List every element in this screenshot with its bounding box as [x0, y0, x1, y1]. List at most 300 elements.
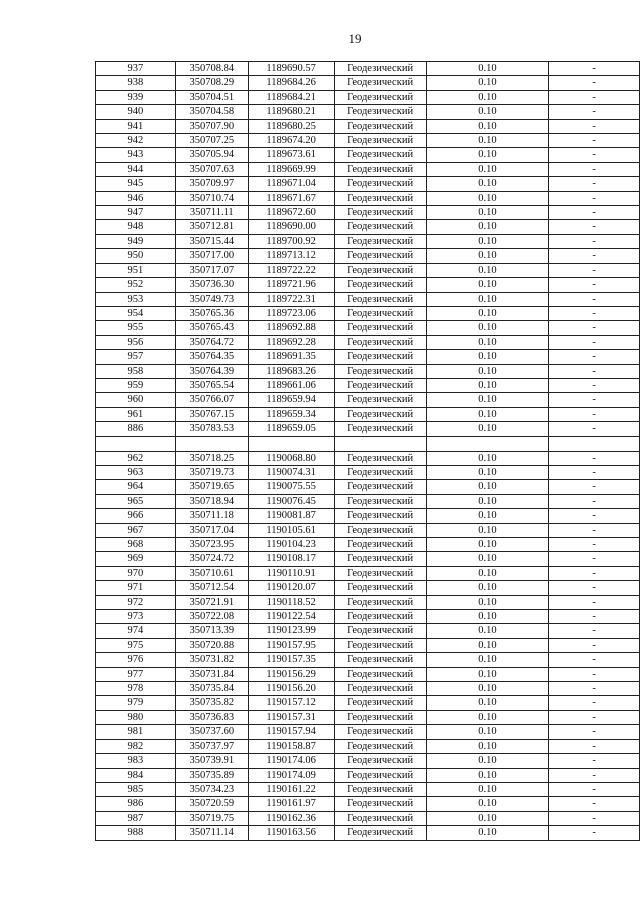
description-cell: - — [549, 826, 640, 840]
method-cell: Геодезический — [334, 581, 426, 595]
y-coordinate-cell: 1190110.91 — [248, 566, 334, 580]
table-row — [96, 422, 640, 436]
table-row — [96, 90, 640, 104]
table-row — [96, 768, 640, 782]
method-cell: Геодезический — [334, 754, 426, 768]
y-coordinate-cell: 1190118.52 — [248, 595, 334, 609]
y-coordinate-cell: 1190161.22 — [248, 782, 334, 796]
method-cell: Геодезический — [334, 638, 426, 652]
method-cell: Геодезический — [334, 566, 426, 580]
x-coordinate-cell: 350719.65 — [175, 480, 248, 494]
precision-cell: 0.10 — [426, 739, 549, 753]
table-row — [96, 350, 640, 364]
table-row — [96, 566, 640, 580]
description-cell: - — [549, 552, 640, 566]
table-row — [96, 134, 640, 148]
y-coordinate-cell: 1190157.31 — [248, 710, 334, 724]
x-coordinate-cell: 350712.54 — [175, 581, 248, 595]
table-row — [96, 480, 640, 494]
method-cell: Геодезический — [334, 782, 426, 796]
precision-cell: 0.10 — [426, 725, 549, 739]
precision-cell: 0.10 — [426, 494, 549, 508]
description-cell: - — [549, 667, 640, 681]
y-coordinate-cell: 1189659.94 — [248, 393, 334, 407]
description-cell: - — [549, 234, 640, 248]
y-coordinate-cell: 1189690.57 — [248, 62, 334, 76]
x-coordinate-cell: 350709.97 — [175, 177, 248, 191]
point-number-cell: 955 — [96, 321, 176, 335]
method-cell: Геодезический — [334, 595, 426, 609]
description-cell: - — [549, 119, 640, 133]
point-number-cell: 965 — [96, 494, 176, 508]
y-coordinate-cell: 1190104.23 — [248, 538, 334, 552]
table-row — [96, 638, 640, 652]
y-coordinate-cell: 1189680.25 — [248, 119, 334, 133]
table-row — [96, 191, 640, 205]
precision-cell: 0.10 — [426, 263, 549, 277]
table-row — [96, 797, 640, 811]
table-row — [96, 393, 640, 407]
table-row — [96, 105, 640, 119]
method-cell: Геодезический — [334, 378, 426, 392]
point-number-cell: 964 — [96, 480, 176, 494]
point-number-cell: 975 — [96, 638, 176, 652]
method-cell: Геодезический — [334, 278, 426, 292]
point-number-cell: 984 — [96, 768, 176, 782]
description-cell: - — [549, 407, 640, 421]
description-cell: - — [549, 523, 640, 537]
empty-cell — [96, 436, 176, 451]
table-row — [96, 177, 640, 191]
description-cell: - — [549, 62, 640, 76]
y-coordinate-cell: 1189683.26 — [248, 364, 334, 378]
description-cell: - — [549, 739, 640, 753]
y-coordinate-cell: 1189722.22 — [248, 263, 334, 277]
method-cell: Геодезический — [334, 90, 426, 104]
x-coordinate-cell: 350719.73 — [175, 465, 248, 479]
description-cell: - — [549, 350, 640, 364]
method-cell: Геодезический — [334, 191, 426, 205]
precision-cell: 0.10 — [426, 220, 549, 234]
x-coordinate-cell: 350704.51 — [175, 90, 248, 104]
x-coordinate-cell: 350736.30 — [175, 278, 248, 292]
method-cell: Геодезический — [334, 306, 426, 320]
description-cell: - — [549, 191, 640, 205]
description-cell: - — [549, 451, 640, 465]
precision-cell: 0.10 — [426, 306, 549, 320]
precision-cell: 0.10 — [426, 480, 549, 494]
description-cell: - — [549, 653, 640, 667]
x-coordinate-cell: 350749.73 — [175, 292, 248, 306]
y-coordinate-cell: 1189674.20 — [248, 134, 334, 148]
x-coordinate-cell: 350764.35 — [175, 350, 248, 364]
x-coordinate-cell: 350712.81 — [175, 220, 248, 234]
x-coordinate-cell: 350721.91 — [175, 595, 248, 609]
table-row — [96, 782, 640, 796]
point-number-cell: 957 — [96, 350, 176, 364]
y-coordinate-cell: 1189659.05 — [248, 422, 334, 436]
x-coordinate-cell: 350720.59 — [175, 797, 248, 811]
table-row — [96, 292, 640, 306]
description-cell: - — [549, 249, 640, 263]
precision-cell: 0.10 — [426, 465, 549, 479]
table-row — [96, 826, 640, 840]
precision-cell: 0.10 — [426, 62, 549, 76]
y-coordinate-cell: 1189669.99 — [248, 162, 334, 176]
description-cell: - — [549, 696, 640, 710]
description-cell: - — [549, 638, 640, 652]
point-number-cell: 978 — [96, 682, 176, 696]
precision-cell: 0.10 — [426, 523, 549, 537]
point-number-cell: 953 — [96, 292, 176, 306]
precision-cell: 0.10 — [426, 538, 549, 552]
y-coordinate-cell: 1190068.80 — [248, 451, 334, 465]
table-row — [96, 378, 640, 392]
description-cell: - — [549, 335, 640, 349]
description-cell: - — [549, 220, 640, 234]
x-coordinate-cell: 350736.83 — [175, 710, 248, 724]
y-coordinate-cell: 1190163.56 — [248, 826, 334, 840]
point-number-cell: 983 — [96, 754, 176, 768]
description-cell: - — [549, 480, 640, 494]
table-row — [96, 509, 640, 523]
precision-cell: 0.10 — [426, 826, 549, 840]
method-cell: Геодезический — [334, 350, 426, 364]
point-number-cell: 950 — [96, 249, 176, 263]
x-coordinate-cell: 350737.97 — [175, 739, 248, 753]
method-cell: Геодезический — [334, 335, 426, 349]
point-number-cell: 886 — [96, 422, 176, 436]
table-row — [96, 682, 640, 696]
precision-cell: 0.10 — [426, 797, 549, 811]
x-coordinate-cell: 350734.23 — [175, 782, 248, 796]
y-coordinate-cell: 1190105.61 — [248, 523, 334, 537]
precision-cell: 0.10 — [426, 451, 549, 465]
method-cell: Геодезический — [334, 725, 426, 739]
point-number-cell: 943 — [96, 148, 176, 162]
precision-cell: 0.10 — [426, 76, 549, 90]
point-number-cell: 949 — [96, 234, 176, 248]
x-coordinate-cell: 350704.58 — [175, 105, 248, 119]
x-coordinate-cell: 350717.04 — [175, 523, 248, 537]
precision-cell: 0.10 — [426, 710, 549, 724]
page-number: 19 — [348, 31, 362, 46]
description-cell: - — [549, 364, 640, 378]
y-coordinate-cell: 1189659.34 — [248, 407, 334, 421]
description-cell: - — [549, 494, 640, 508]
x-coordinate-cell: 350718.94 — [175, 494, 248, 508]
x-coordinate-cell: 350708.29 — [175, 76, 248, 90]
point-number-cell: 977 — [96, 667, 176, 681]
description-cell: - — [549, 566, 640, 580]
x-coordinate-cell: 350708.84 — [175, 62, 248, 76]
table-row — [96, 465, 640, 479]
table-row — [96, 263, 640, 277]
method-cell: Геодезический — [334, 610, 426, 624]
x-coordinate-cell: 350766.07 — [175, 393, 248, 407]
point-number-cell: 968 — [96, 538, 176, 552]
precision-cell: 0.10 — [426, 422, 549, 436]
coordinates-table — [95, 61, 640, 841]
x-coordinate-cell: 350722.08 — [175, 610, 248, 624]
point-number-cell: 980 — [96, 710, 176, 724]
table-row — [96, 206, 640, 220]
table-row — [96, 624, 640, 638]
x-coordinate-cell: 350723.95 — [175, 538, 248, 552]
description-cell: - — [549, 610, 640, 624]
method-cell: Геодезический — [334, 177, 426, 191]
point-number-cell: 942 — [96, 134, 176, 148]
precision-cell: 0.10 — [426, 581, 549, 595]
x-coordinate-cell: 350711.14 — [175, 826, 248, 840]
description-cell: - — [549, 782, 640, 796]
x-coordinate-cell: 350710.74 — [175, 191, 248, 205]
description-cell: - — [549, 278, 640, 292]
x-coordinate-cell: 350765.43 — [175, 321, 248, 335]
point-number-cell: 986 — [96, 797, 176, 811]
y-coordinate-cell: 1189672.60 — [248, 206, 334, 220]
method-cell: Геодезический — [334, 134, 426, 148]
precision-cell: 0.10 — [426, 162, 549, 176]
precision-cell: 0.10 — [426, 378, 549, 392]
y-coordinate-cell: 1190076.45 — [248, 494, 334, 508]
method-cell: Геодезический — [334, 119, 426, 133]
precision-cell: 0.10 — [426, 595, 549, 609]
y-coordinate-cell: 1190156.29 — [248, 667, 334, 681]
method-cell: Геодезический — [334, 465, 426, 479]
table-row — [96, 364, 640, 378]
table-row — [96, 581, 640, 595]
y-coordinate-cell: 1190162.36 — [248, 811, 334, 825]
method-cell: Геодезический — [334, 538, 426, 552]
point-number-cell: 972 — [96, 595, 176, 609]
point-number-cell: 969 — [96, 552, 176, 566]
precision-cell: 0.10 — [426, 90, 549, 104]
y-coordinate-cell: 1190074.31 — [248, 465, 334, 479]
method-cell: Геодезический — [334, 667, 426, 681]
x-coordinate-cell: 350731.84 — [175, 667, 248, 681]
y-coordinate-cell: 1189671.04 — [248, 177, 334, 191]
table-row — [96, 710, 640, 724]
point-number-cell: 947 — [96, 206, 176, 220]
y-coordinate-cell: 1190122.54 — [248, 610, 334, 624]
y-coordinate-cell: 1189680.21 — [248, 105, 334, 119]
x-coordinate-cell: 350764.39 — [175, 364, 248, 378]
method-cell: Геодезический — [334, 62, 426, 76]
description-cell: - — [549, 509, 640, 523]
y-coordinate-cell: 1189691.35 — [248, 350, 334, 364]
precision-cell: 0.10 — [426, 350, 549, 364]
empty-cell — [549, 436, 640, 451]
table-row — [96, 234, 640, 248]
y-coordinate-cell: 1190157.94 — [248, 725, 334, 739]
method-cell: Геодезический — [334, 263, 426, 277]
y-coordinate-cell: 1189673.61 — [248, 148, 334, 162]
method-cell: Геодезический — [334, 422, 426, 436]
method-cell: Геодезический — [334, 710, 426, 724]
method-cell: Геодезический — [334, 768, 426, 782]
table-row — [96, 335, 640, 349]
y-coordinate-cell: 1190157.95 — [248, 638, 334, 652]
table-row — [96, 451, 640, 465]
point-number-cell: 988 — [96, 826, 176, 840]
method-cell: Геодезический — [334, 480, 426, 494]
precision-cell: 0.10 — [426, 682, 549, 696]
method-cell: Геодезический — [334, 811, 426, 825]
table-row — [96, 62, 640, 76]
precision-cell: 0.10 — [426, 653, 549, 667]
precision-cell: 0.10 — [426, 206, 549, 220]
method-cell: Геодезический — [334, 105, 426, 119]
method-cell: Геодезический — [334, 494, 426, 508]
table-row — [96, 321, 640, 335]
description-cell: - — [549, 538, 640, 552]
point-number-cell: 961 — [96, 407, 176, 421]
y-coordinate-cell: 1189723.06 — [248, 306, 334, 320]
table-row — [96, 278, 640, 292]
description-cell: - — [549, 206, 640, 220]
y-coordinate-cell: 1190174.06 — [248, 754, 334, 768]
description-cell: - — [549, 306, 640, 320]
y-coordinate-cell: 1190120.07 — [248, 581, 334, 595]
y-coordinate-cell: 1190075.55 — [248, 480, 334, 494]
precision-cell: 0.10 — [426, 321, 549, 335]
x-coordinate-cell: 350713.39 — [175, 624, 248, 638]
precision-cell: 0.10 — [426, 811, 549, 825]
y-coordinate-cell: 1190081.87 — [248, 509, 334, 523]
method-cell: Геодезический — [334, 162, 426, 176]
y-coordinate-cell: 1190108.17 — [248, 552, 334, 566]
precision-cell: 0.10 — [426, 292, 549, 306]
x-coordinate-cell: 350739.91 — [175, 754, 248, 768]
method-cell: Геодезический — [334, 739, 426, 753]
method-cell: Геодезический — [334, 552, 426, 566]
description-cell: - — [549, 292, 640, 306]
point-number-cell: 948 — [96, 220, 176, 234]
y-coordinate-cell: 1189692.28 — [248, 335, 334, 349]
point-number-cell: 985 — [96, 782, 176, 796]
method-cell: Геодезический — [334, 206, 426, 220]
table-row — [96, 306, 640, 320]
method-cell: Геодезический — [334, 682, 426, 696]
description-cell: - — [549, 725, 640, 739]
description-cell: - — [549, 682, 640, 696]
description-cell: - — [549, 378, 640, 392]
x-coordinate-cell: 350705.94 — [175, 148, 248, 162]
x-coordinate-cell: 350731.82 — [175, 653, 248, 667]
y-coordinate-cell: 1189700.92 — [248, 234, 334, 248]
x-coordinate-cell: 350764.72 — [175, 335, 248, 349]
precision-cell: 0.10 — [426, 249, 549, 263]
table-row — [96, 725, 640, 739]
table-row — [96, 653, 640, 667]
point-number-cell: 951 — [96, 263, 176, 277]
x-coordinate-cell: 350717.07 — [175, 263, 248, 277]
empty-cell — [175, 436, 248, 451]
point-number-cell: 966 — [96, 509, 176, 523]
description-cell: - — [549, 797, 640, 811]
description-cell: - — [549, 581, 640, 595]
point-number-cell: 958 — [96, 364, 176, 378]
table-row — [96, 696, 640, 710]
precision-cell: 0.10 — [426, 134, 549, 148]
point-number-cell: 981 — [96, 725, 176, 739]
point-number-cell: 944 — [96, 162, 176, 176]
precision-cell: 0.10 — [426, 624, 549, 638]
y-coordinate-cell: 1189690.00 — [248, 220, 334, 234]
table-row — [96, 754, 640, 768]
y-coordinate-cell: 1189684.21 — [248, 90, 334, 104]
description-cell: - — [549, 754, 640, 768]
description-cell: - — [549, 148, 640, 162]
method-cell: Геодезический — [334, 826, 426, 840]
table-row — [96, 407, 640, 421]
precision-cell: 0.10 — [426, 393, 549, 407]
point-number-cell: 945 — [96, 177, 176, 191]
point-number-cell: 987 — [96, 811, 176, 825]
x-coordinate-cell: 350735.89 — [175, 768, 248, 782]
precision-cell: 0.10 — [426, 782, 549, 796]
table-row — [96, 148, 640, 162]
y-coordinate-cell: 1189661.06 — [248, 378, 334, 392]
method-cell: Геодезический — [334, 148, 426, 162]
y-coordinate-cell: 1190158.87 — [248, 739, 334, 753]
table-row — [96, 739, 640, 753]
x-coordinate-cell: 350707.90 — [175, 119, 248, 133]
point-number-cell: 940 — [96, 105, 176, 119]
method-cell: Геодезический — [334, 523, 426, 537]
point-number-cell: 939 — [96, 90, 176, 104]
point-number-cell: 962 — [96, 451, 176, 465]
method-cell: Геодезический — [334, 234, 426, 248]
y-coordinate-cell: 1190123.99 — [248, 624, 334, 638]
description-cell: - — [549, 624, 640, 638]
description-cell: - — [549, 134, 640, 148]
precision-cell: 0.10 — [426, 696, 549, 710]
x-coordinate-cell: 350715.44 — [175, 234, 248, 248]
precision-cell: 0.10 — [426, 667, 549, 681]
point-number-cell: 959 — [96, 378, 176, 392]
empty-cell — [248, 436, 334, 451]
method-cell: Геодезический — [334, 451, 426, 465]
table-row — [96, 494, 640, 508]
precision-cell: 0.10 — [426, 768, 549, 782]
y-coordinate-cell: 1189692.88 — [248, 321, 334, 335]
precision-cell: 0.10 — [426, 148, 549, 162]
x-coordinate-cell: 350707.25 — [175, 134, 248, 148]
precision-cell: 0.10 — [426, 119, 549, 133]
description-cell: - — [549, 811, 640, 825]
precision-cell: 0.10 — [426, 638, 549, 652]
point-number-cell: 963 — [96, 465, 176, 479]
x-coordinate-cell: 350717.00 — [175, 249, 248, 263]
precision-cell: 0.10 — [426, 509, 549, 523]
precision-cell: 0.10 — [426, 566, 549, 580]
empty-cell — [426, 436, 549, 451]
x-coordinate-cell: 350767.15 — [175, 407, 248, 421]
y-coordinate-cell: 1190174.09 — [248, 768, 334, 782]
empty-cell — [334, 436, 426, 451]
point-number-cell: 946 — [96, 191, 176, 205]
point-number-cell: 970 — [96, 566, 176, 580]
table-row — [96, 220, 640, 234]
y-coordinate-cell: 1190156.20 — [248, 682, 334, 696]
description-cell: - — [549, 768, 640, 782]
method-cell: Геодезический — [334, 321, 426, 335]
description-cell: - — [549, 177, 640, 191]
y-coordinate-cell: 1189721.96 — [248, 278, 334, 292]
y-coordinate-cell: 1189713.12 — [248, 249, 334, 263]
